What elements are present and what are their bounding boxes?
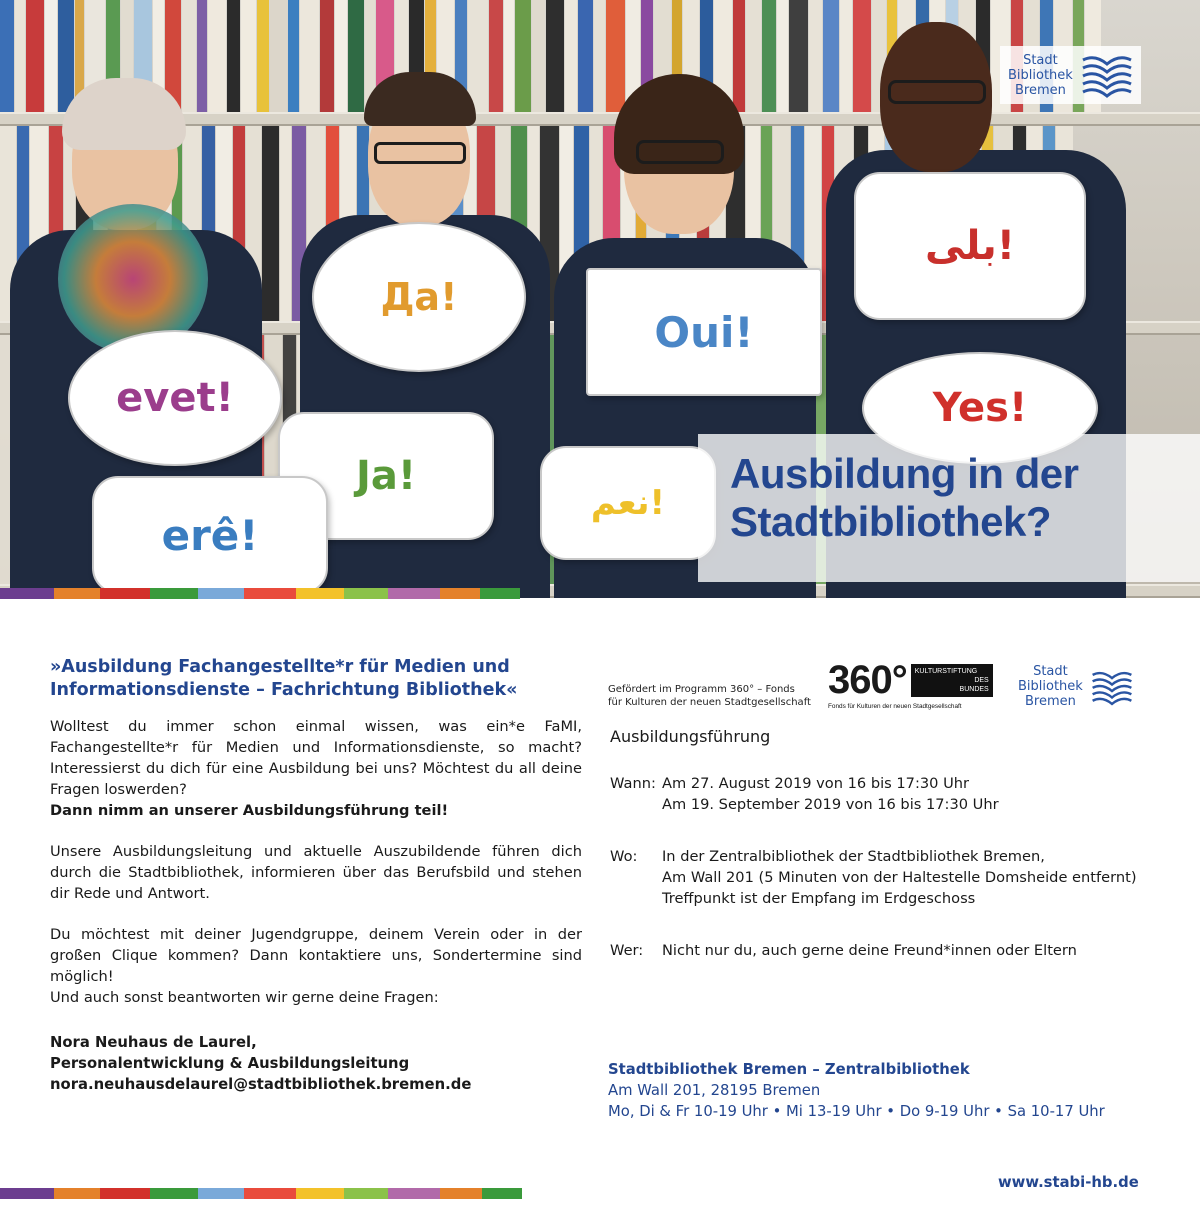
intro-text: Wolltest du immer schon einmal wissen, was ein*e FaMI, Fachangestellte*r für Medien und Informationsdienste, so macht? Interessierst du dich für eine Ausbildung bei uns? Möchtest du all deine Fragen loswerden? [50,718,582,798]
logo-text [1008,53,1073,98]
hero-headline-line2: Stadtbibliothek? [730,498,1051,545]
speech-bubble-turkish [68,330,282,466]
logo-text [1018,664,1083,709]
when-row [610,773,999,813]
logo-line: Bremen [1014,82,1066,98]
k360-subtitle: Fonds für Kulturen der neuen Stadtgesellschaft [828,703,962,710]
library-logo-top [1000,46,1141,104]
where-label: Wo: [610,848,638,865]
speech-bubble-kurdish [92,476,328,594]
contact-email-link[interactable]: nora.neuhausdelaurel@stadtbibliothek.bremen.de [50,1076,472,1093]
library-logo-bottom [1018,664,1133,709]
bubble-text: Ja! [355,453,417,499]
when-date-2: Am 19. September 2019 von 16 bis 17:30 Uhr [662,796,999,813]
logo-line: Stadt [1033,664,1068,679]
bubble-text: evet! [116,375,234,421]
speech-bubble-russian [312,222,526,372]
k360-box-line: DES [974,677,989,684]
address-street: Am Wall 201, 28195 Bremen [608,1082,821,1099]
groups-paragraph [50,924,582,1008]
funding-line: für Kulturen der neuen Stadtgesellschaft [608,697,811,708]
hero-headline-panel [698,434,1200,582]
speech-bubble-french [586,268,822,396]
headline-line: Informationsdienste – Fachrichtung Bibliothek« [50,680,518,700]
bubble-text: نعم! [590,483,666,523]
logo-line: Stadt [1023,52,1058,68]
logo-line: Bibliothek [1018,679,1083,694]
bubble-text: Да! [380,275,458,319]
logo-line: Bibliothek [1008,67,1073,83]
headline-line: »Ausbildung Fachangestellte*r für Medien und [50,657,510,677]
program-headline [50,656,582,702]
tour-section-title: Ausbildungsführung [610,727,771,746]
funding-note [608,683,811,709]
who-value: Nicht nur du, auch gerne deine Freund*innen oder Eltern [662,942,1077,959]
contact-role: Personalentwicklung & Ausbildungsleitung [50,1055,410,1072]
when-date-1: Am 27. August 2019 von 16 bis 17:30 Uhr [662,775,970,792]
k360-box-line: KULTURSTIFTUNG [914,668,978,675]
where-row [610,846,1137,907]
bubble-text: erê! [161,510,259,560]
address-title: Stadtbibliothek Bremen – Zentralbibliothek [608,1061,970,1078]
k360-number: 360° [828,658,907,702]
tour-description: Unsere Ausbildungsleitung und aktuelle Auszubildende führen dich durch die Stadtbibliothek, informieren über das Berufsbild und stehen dir Rede und Antwort. [50,843,582,902]
questions-text: Und auch sonst beantworten wir gerne deine Fragen: [50,989,439,1006]
where-values [662,846,1137,909]
left-column [50,656,582,1095]
contact-block [50,1032,582,1095]
website-link[interactable]: www.stabi-hb.de [998,1174,1139,1191]
logo-line: Bremen [1024,694,1076,709]
who-label: Wer: [610,942,644,959]
k360-box [911,664,993,697]
who-row [610,940,1077,961]
hero-photo [0,0,1200,598]
when-label: Wann: [610,775,656,792]
speech-bubble-arabic-bottom [540,446,716,560]
where-line: Am Wall 201 (5 Minuten von der Haltestelle Domsheide entfernt) [662,869,1137,886]
color-strip-top [0,588,520,599]
contact-name: Nora Neuhaus de Laurel, [50,1034,257,1051]
k360-box-line: BUNDES [959,686,989,693]
address-block [608,1059,1105,1122]
book-logo-icon [1091,667,1133,707]
groups-text: Du möchtest mit deiner Jugendgruppe, deinem Verein oder in der großen Clique kommen? Dann kontaktiere uns, Sondertermine sind möglich! [50,926,582,985]
bubble-text: Yes! [932,385,1028,431]
bubble-text: بلى! [924,223,1016,269]
funding-line: Gefördert im Programm 360° – Fonds [608,684,795,695]
hero-headline-line1: Ausbildung in der [730,450,1079,497]
intro-callout: Dann nimm an unserer Ausbildungsführung teil! [50,802,449,819]
color-strip-bottom [0,1188,522,1199]
intro-paragraph [50,716,582,821]
when-values [662,773,999,815]
book-logo-icon [1081,52,1133,98]
speech-bubble-arabic-top [854,172,1086,320]
opening-hours: Mo, Di & Fr 10-19 Uhr • Mi 13-19 Uhr • Do 9-19 Uhr • Sa 10-17 Uhr [608,1103,1105,1120]
kulturstiftung-360-logo [828,660,993,700]
bubble-text: Oui! [654,307,754,357]
where-line: Treffpunkt ist der Empfang im Erdgeschoss [662,890,976,907]
where-line: In der Zentralbibliothek der Stadtbibliothek Bremen, [662,848,1045,865]
